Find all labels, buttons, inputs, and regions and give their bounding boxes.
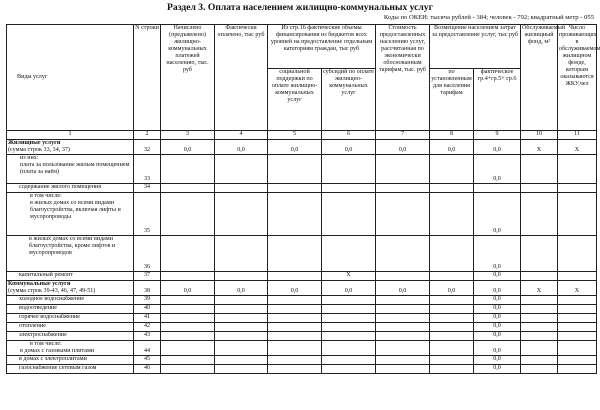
cell-empty xyxy=(430,356,474,365)
cell-empty xyxy=(430,365,474,374)
cell-empty xyxy=(161,184,215,193)
cell-empty xyxy=(558,296,597,305)
header-row-number: N строки xyxy=(134,25,161,131)
cell-empty xyxy=(215,365,268,374)
cell-empty xyxy=(376,305,430,314)
cell-empty xyxy=(376,272,430,281)
cell-empty xyxy=(558,155,597,184)
cell-empty xyxy=(430,323,474,332)
row-number: 39 xyxy=(134,296,161,305)
cell-value: 0,0 xyxy=(376,140,430,155)
table-row xyxy=(7,296,597,305)
colnum: 7 xyxy=(376,131,430,140)
cell-empty xyxy=(215,323,268,332)
colnum: 1 xyxy=(7,131,134,140)
row-label xyxy=(7,155,134,184)
cell-empty xyxy=(521,323,558,332)
cell-empty xyxy=(430,305,474,314)
row-number: 32 xyxy=(134,140,161,155)
colnum: 10 xyxy=(521,131,558,140)
cell-empty xyxy=(215,356,268,365)
cell-value: 0,0 xyxy=(215,281,268,296)
header-row-1 xyxy=(7,25,597,69)
row-sublabel: (сумма строк 39-43, 46, 47, 49-51) xyxy=(8,288,96,294)
table-row xyxy=(7,323,597,332)
row-number: 41 xyxy=(134,314,161,323)
cell-empty xyxy=(161,305,215,314)
cell-value: 0,0 xyxy=(474,281,521,296)
cell-empty xyxy=(268,341,322,356)
row-number: 44 xyxy=(134,341,161,356)
cell-empty xyxy=(268,272,322,281)
cell-empty xyxy=(161,341,215,356)
cell-empty xyxy=(521,193,558,236)
cell-empty xyxy=(161,296,215,305)
row-label-text: в домах с газовыми плитами xyxy=(20,348,95,354)
cell-empty xyxy=(215,184,268,193)
cell-empty xyxy=(430,296,474,305)
colnum: 3 xyxy=(161,131,215,140)
cell-empty xyxy=(521,365,558,374)
row-label: в жилых домах со всеми видами благоустройства, кроме лифтов и мусоропроводов xyxy=(7,236,134,272)
cell-empty xyxy=(268,193,322,236)
row-number: 35 xyxy=(134,193,161,236)
row-prelabel: из них: xyxy=(20,155,39,161)
cell-empty xyxy=(376,236,430,272)
cell-empty xyxy=(558,341,597,356)
cell-empty xyxy=(161,236,215,272)
cell-value: X xyxy=(322,272,376,281)
cell-value: 0,0 xyxy=(161,140,215,155)
cell-value: X xyxy=(558,140,597,155)
colnum: 11 xyxy=(558,131,597,140)
cell-empty xyxy=(558,305,597,314)
colnum: 4 xyxy=(215,131,268,140)
cell-empty xyxy=(430,193,474,236)
cell-empty xyxy=(161,193,215,236)
cell-empty xyxy=(430,155,474,184)
cell-value: 0,0 xyxy=(474,365,521,374)
cell-empty xyxy=(268,236,322,272)
row-label-text: в жилых домах со всеми видами благоустройства, включая лифты и мусоропроводы xyxy=(30,200,121,220)
table-row xyxy=(7,356,597,365)
cell-empty xyxy=(430,184,474,193)
colnum: 9 xyxy=(474,131,521,140)
cell-empty xyxy=(521,296,558,305)
cell-value: 0,0 xyxy=(474,140,521,155)
table-row xyxy=(7,236,597,272)
header-services: Виды услуг xyxy=(7,25,134,131)
cell-empty xyxy=(161,356,215,365)
row-prelabel: в том числе: xyxy=(30,341,62,347)
cell-empty xyxy=(376,314,430,323)
table-row xyxy=(7,272,597,281)
row-prelabel: в том числе: xyxy=(30,193,62,199)
cell-empty xyxy=(268,323,322,332)
header-budget-financing: Из стр.16 фактические объемы финансирования из бюджетов всех уровней на предоставление отдельным категориям граждан, тыс руб xyxy=(268,25,376,69)
table-row xyxy=(7,305,597,314)
header-housing-stock: Обслуживаемый жилищный фонд, м² xyxy=(521,25,558,131)
header-actual: фактическое гр.4+гр.5+ гр.6 xyxy=(474,69,521,131)
row-label: капитальный ремонт xyxy=(7,272,134,281)
cell-empty xyxy=(322,341,376,356)
cell-empty xyxy=(322,332,376,341)
row-number: 46 xyxy=(134,365,161,374)
cell-empty xyxy=(322,236,376,272)
header-residents: Число проживающих в обслуживаемом жилищном фонде, которым оказываются ЖКУ,чел xyxy=(558,25,597,131)
table-row xyxy=(7,314,597,323)
cell-empty xyxy=(322,155,376,184)
cell-empty xyxy=(161,323,215,332)
row-number: 43 xyxy=(134,332,161,341)
header-charged: Начислено (предъявлено) жилищно-коммунальных платежей населению, тыс. руб xyxy=(161,25,215,131)
table-row xyxy=(7,332,597,341)
cell-empty xyxy=(268,296,322,305)
cell-empty xyxy=(268,314,322,323)
cell-empty xyxy=(376,184,430,193)
cell-empty xyxy=(376,155,430,184)
row-label xyxy=(7,193,134,236)
header-cost: Стоимость предоставленных населению услуг, рассчитанная по экономически обоснованным тарифам, тыс. руб xyxy=(376,25,430,131)
row-label xyxy=(7,140,134,155)
cell-empty xyxy=(558,323,597,332)
cell-empty xyxy=(558,193,597,236)
row-label: водоотведение xyxy=(7,305,134,314)
cell-empty xyxy=(430,272,474,281)
cell-empty xyxy=(430,314,474,323)
cell-empty xyxy=(268,184,322,193)
header-subsidies: субсидий по оплате жилищно-коммунальных услуг xyxy=(322,69,376,131)
cell-value: 0,0 xyxy=(215,140,268,155)
row-number: 33 xyxy=(134,155,161,184)
cell-value: 0,0 xyxy=(474,341,521,356)
header-reimbursement: Возмещение населением затрат за предоставление услуг, тыс руб xyxy=(430,25,521,69)
row-number: 42 xyxy=(134,323,161,332)
cell-empty xyxy=(322,356,376,365)
colnum: 5 xyxy=(268,131,322,140)
row-label: горячее водоснабжение xyxy=(7,314,134,323)
cell-empty xyxy=(215,193,268,236)
row-number: 34 xyxy=(134,184,161,193)
cell-value: 0,0 xyxy=(322,281,376,296)
row-number: 37 xyxy=(134,272,161,281)
row-number: 45 xyxy=(134,356,161,365)
cell-value: 0,0 xyxy=(430,140,474,155)
cell-empty xyxy=(376,332,430,341)
cell-empty xyxy=(521,314,558,323)
cell-value: 0,0 xyxy=(474,356,521,365)
cell-value: 0,0 xyxy=(376,281,430,296)
cell-value: X xyxy=(521,140,558,155)
cell-empty xyxy=(215,236,268,272)
cell-empty xyxy=(215,155,268,184)
row-number: 38 xyxy=(134,281,161,296)
cell-empty xyxy=(268,332,322,341)
cell-empty xyxy=(558,314,597,323)
cell-empty xyxy=(215,305,268,314)
cell-value: 0,0 xyxy=(430,281,474,296)
table-row xyxy=(7,184,597,193)
column-numbers-row xyxy=(7,131,597,140)
cell-empty xyxy=(558,332,597,341)
row-sublabel: (сумма строк 33, 34, 37) xyxy=(8,147,70,153)
row-label-bold: Жилищные услуги xyxy=(8,140,61,146)
section-title: Раздел 3. Оплата населением жилищно-коммунальных услуг xyxy=(167,2,433,13)
cell-empty xyxy=(322,296,376,305)
cell-value: X xyxy=(521,281,558,296)
row-number: 36 xyxy=(134,236,161,272)
cell-empty xyxy=(268,155,322,184)
cell-empty xyxy=(322,323,376,332)
cell-empty xyxy=(161,272,215,281)
table-row xyxy=(7,193,597,236)
cell-empty xyxy=(521,155,558,184)
cell-empty xyxy=(161,314,215,323)
cell-value: X xyxy=(558,281,597,296)
cell-empty xyxy=(376,365,430,374)
cell-empty xyxy=(268,356,322,365)
colnum: 8 xyxy=(430,131,474,140)
cell-value: 0,0 xyxy=(474,323,521,332)
row-label: газоснабжение сетевым газом xyxy=(7,365,134,374)
row-label: в домах с электроплитами xyxy=(7,356,134,365)
table-row xyxy=(7,341,597,356)
cell-empty xyxy=(322,305,376,314)
cell-empty xyxy=(521,341,558,356)
cell-value: 0,0 xyxy=(474,236,521,272)
row-label: холодное водоснабжение xyxy=(7,296,134,305)
cell-empty xyxy=(268,305,322,314)
cell-empty xyxy=(376,341,430,356)
cell-empty xyxy=(430,332,474,341)
cell-empty xyxy=(215,332,268,341)
cell-empty xyxy=(376,296,430,305)
cell-empty xyxy=(215,341,268,356)
cell-empty xyxy=(558,184,597,193)
cell-empty xyxy=(161,332,215,341)
table-row xyxy=(7,365,597,374)
cell-empty xyxy=(215,272,268,281)
cell-value: 0,0 xyxy=(474,332,521,341)
cell-empty xyxy=(558,272,597,281)
cell-empty xyxy=(521,305,558,314)
cell-value: 0,0 xyxy=(268,140,322,155)
payments-table xyxy=(6,24,600,374)
row-label xyxy=(7,281,134,296)
cell-empty xyxy=(521,184,558,193)
cell-empty xyxy=(376,193,430,236)
row-label: содержание жилого помещения xyxy=(7,184,134,193)
cell-empty xyxy=(268,365,322,374)
header-paid: Фактически оплачено, тыс руб xyxy=(215,25,268,131)
cell-empty xyxy=(215,296,268,305)
colnum: 6 xyxy=(322,131,376,140)
row-label xyxy=(7,341,134,356)
cell-empty xyxy=(376,356,430,365)
cell-empty xyxy=(161,155,215,184)
cell-value: 0,0 xyxy=(474,305,521,314)
cell-value: 0,0 xyxy=(474,155,521,184)
cell-empty xyxy=(322,184,376,193)
cell-empty xyxy=(215,314,268,323)
table-row xyxy=(7,140,597,155)
cell-value: 0,0 xyxy=(474,193,521,236)
row-label: отопление xyxy=(7,323,134,332)
row-number: 40 xyxy=(134,305,161,314)
cell-value: 0,0 xyxy=(322,140,376,155)
cell-value: 0,0 xyxy=(474,296,521,305)
cell-value: 0,0 xyxy=(161,281,215,296)
cell-value: 0,0 xyxy=(474,314,521,323)
header-social-support: социальной поддержки по оплате жилищно-коммунальных услуг xyxy=(268,69,322,131)
row-label: электроснабжение xyxy=(7,332,134,341)
table-row xyxy=(7,281,597,296)
row-label-text: плата за пользование жилым помещением (плата за наём) xyxy=(20,162,130,175)
table-row xyxy=(7,155,597,184)
cell-empty xyxy=(521,356,558,365)
cell-empty xyxy=(474,184,521,193)
cell-empty xyxy=(521,236,558,272)
cell-empty xyxy=(161,365,215,374)
cell-empty xyxy=(521,332,558,341)
header-by-tariff: по установленным для населения тарифам xyxy=(430,69,474,131)
cell-empty xyxy=(376,323,430,332)
cell-empty xyxy=(322,314,376,323)
colnum: 2 xyxy=(134,131,161,140)
cell-value: 0,0 xyxy=(474,272,521,281)
cell-empty xyxy=(430,236,474,272)
cell-empty xyxy=(521,272,558,281)
cell-empty xyxy=(558,236,597,272)
cell-empty xyxy=(558,356,597,365)
cell-value: 0,0 xyxy=(268,281,322,296)
cell-empty xyxy=(558,365,597,374)
row-label-bold: Коммунальные услуги xyxy=(8,281,71,287)
cell-empty xyxy=(322,365,376,374)
cell-empty xyxy=(322,193,376,236)
cell-empty xyxy=(430,341,474,356)
okei-codes: Коды по ОКЕИ: тысяча рублей - 384; человек - 792; квадратный метр - 055 xyxy=(383,14,594,21)
